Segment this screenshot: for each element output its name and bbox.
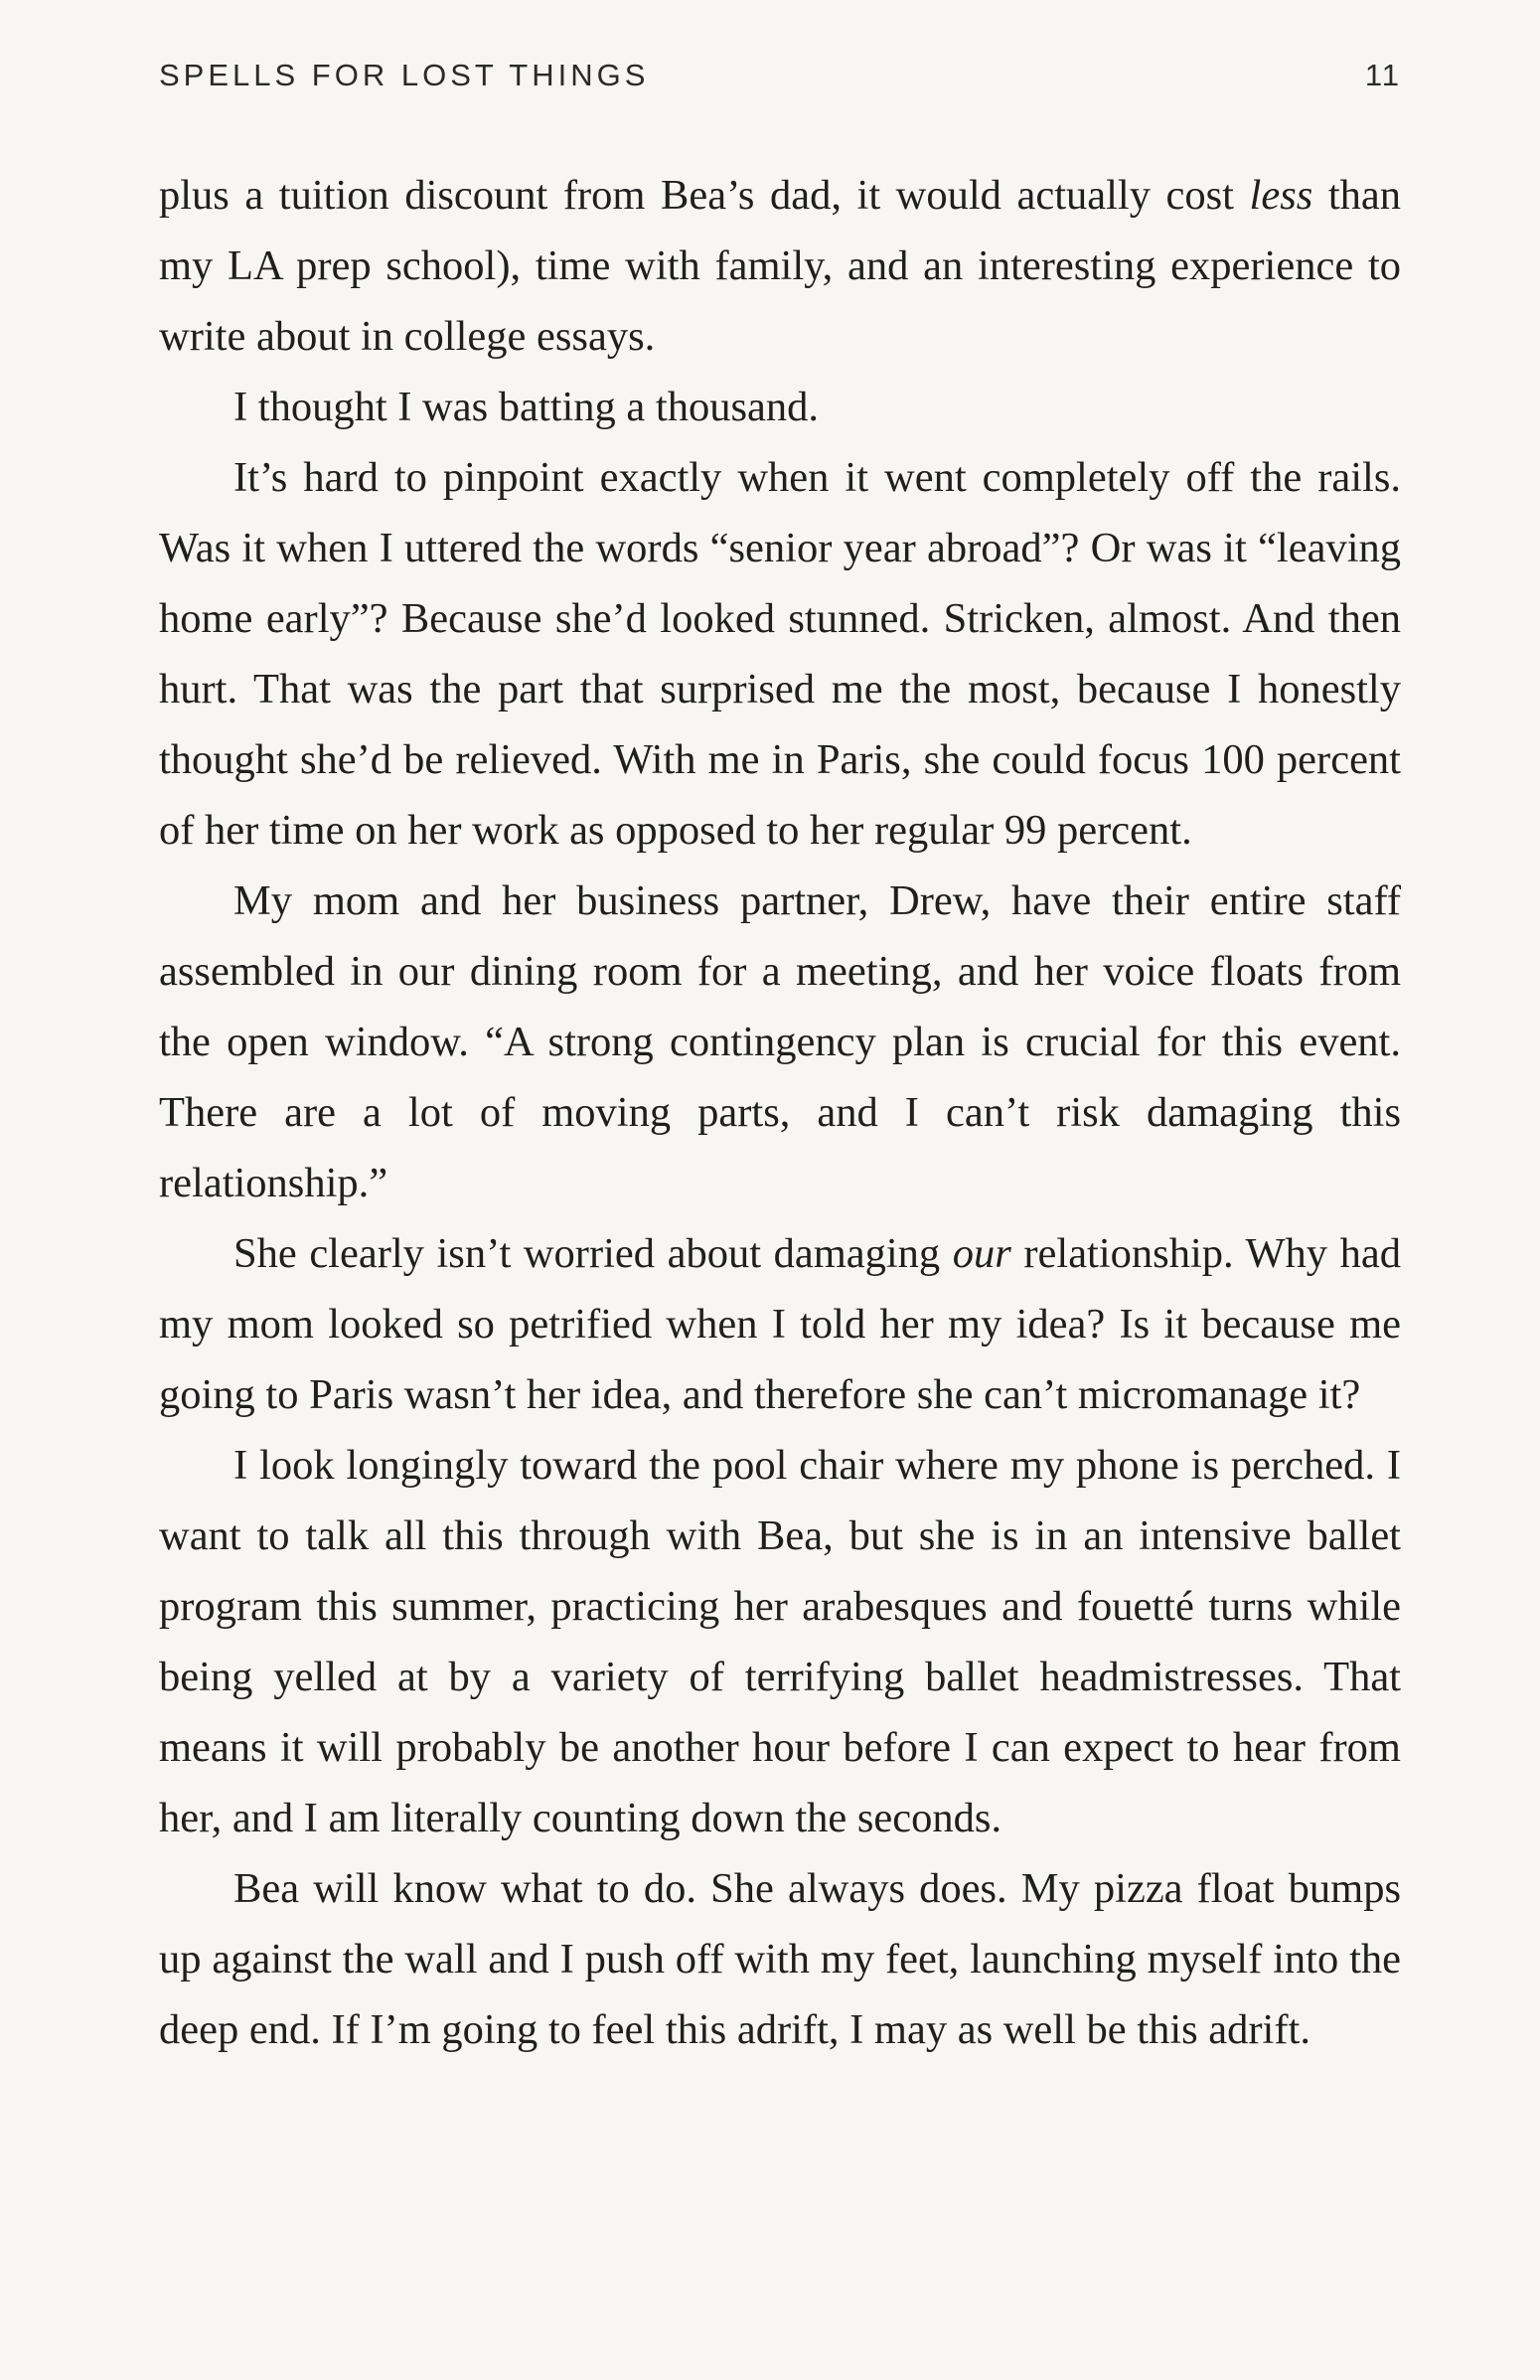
paragraph [159,442,1401,866]
text-segment: than my LA prep school), time with family, and an interesting experience to write about in college essays. [159,172,1402,360]
emphasis-text: our [952,1230,1011,1277]
text-segment: relationship. Why had my mom looked so petrified when I told her my idea? Is it because me going to Paris wasn’t her idea, and therefore she can’t micromanage it? [159,1230,1401,1418]
running-title: SPELLS FOR LOST THINGS [159,58,650,92]
paragraph [159,1853,1401,2065]
body-text [159,160,1401,2065]
text-segment: My mom and her business partner, Drew, have their entire staff assembled in our dining room for a meeting, and her voice floats from the open window. “A strong contingency plan is crucial for this event. There are a lot of moving parts, and I can’t risk damaging this relationship.” [159,877,1401,1206]
paragraph [159,372,1401,442]
paragraph [159,160,1401,372]
paragraph [159,1218,1401,1430]
running-header [159,58,1401,107]
text-segment: It’s hard to pinpoint exactly when it went completely off the rails. Was it when I uttered the words “senior year abroad”? Or was it “leaving home early”? Because she’d looked stunned. Stricken, almost. And then hurt. That was the part that surprised me the most, because I honestly thought she’d be relieved. With me in Paris, she could focus 100 percent of her time on her work as opposed to her regular 99 percent. [159,454,1401,854]
text-segment: I thought I was batting a thousand. [233,384,820,430]
text-segment: She clearly isn’t worried about damaging [233,1230,953,1277]
text-segment: Bea will know what to do. She always does. My pizza float bumps up against the wall and I push off with my feet, launching myself into the deep end. If I’m going to feel this adrift, I may as well be this adrift. [159,1865,1401,2053]
paragraph [159,1430,1401,1853]
text-segment: plus a tuition discount from Bea’s dad, it would actually cost [159,172,1250,219]
text-segment: I look longingly toward the pool chair where my phone is perched. I want to talk all this through with Bea, but she is in an intensive ballet program this summer, practicing her arabesques and fouetté turns while being yelled at by a variety of terrifying ballet headmistresses. That means it will probably be another hour before I can expect to hear from her, and I am literally counting down the seconds. [159,1442,1401,1841]
page-number: 11 [1364,58,1401,92]
paragraph [159,866,1401,1218]
emphasis-text: less [1249,172,1313,219]
